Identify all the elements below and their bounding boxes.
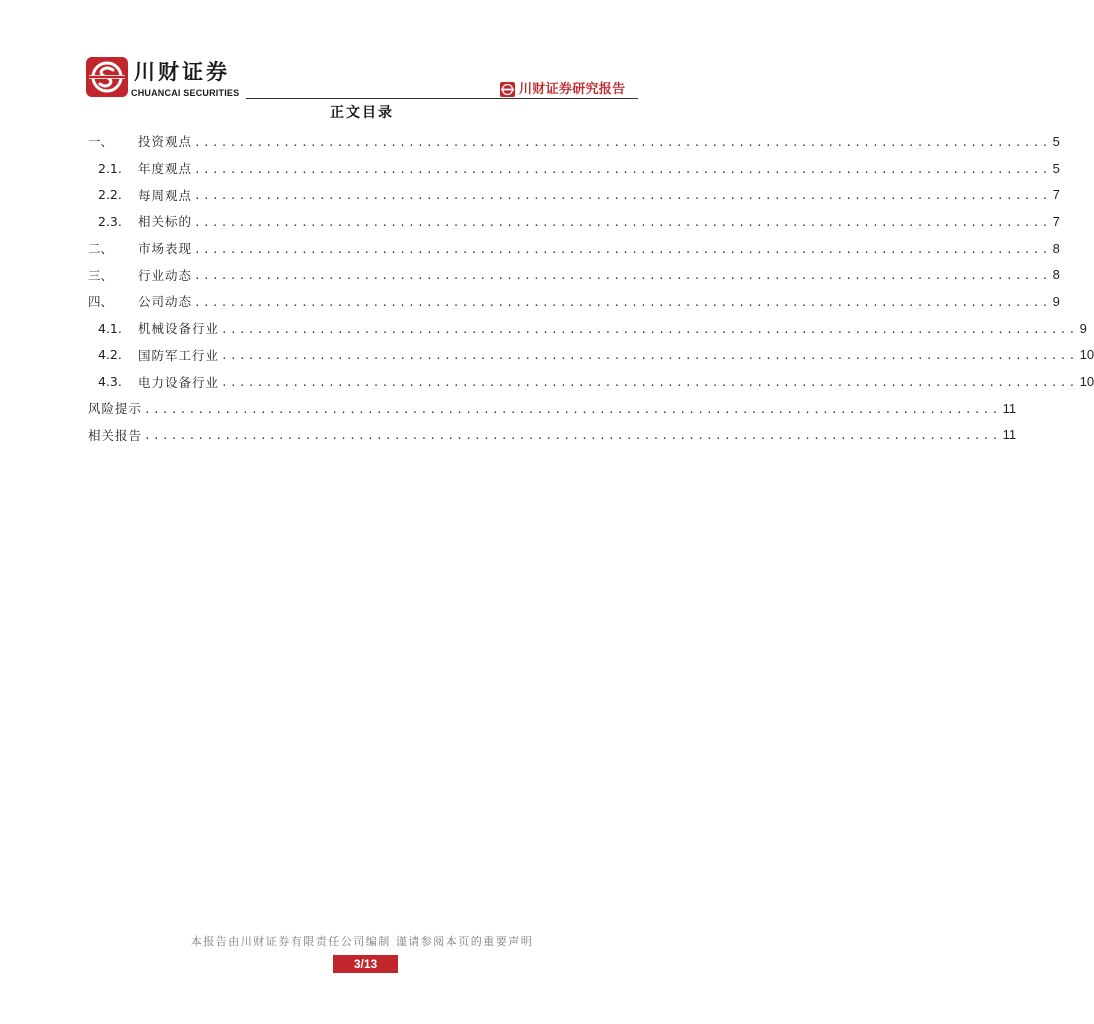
toc-entry-number: 4.3. xyxy=(98,374,122,390)
toc-entry-label: 风险提示 xyxy=(88,401,143,417)
toc-entry-page: 7 xyxy=(1052,213,1060,229)
report-type-text: 川财证券研究报告 xyxy=(519,81,626,97)
report-type-label xyxy=(500,80,625,98)
toc-leader-dots: ................................................................................................ xyxy=(194,295,1051,309)
company-name-en: CHUANCAI SECURITIES xyxy=(131,88,240,98)
toc-entry-page: 8 xyxy=(1052,267,1060,283)
toc-leader-dots: ................................................................................................ xyxy=(144,402,1001,416)
toc-entry-page: 8 xyxy=(1052,240,1060,256)
toc-entry-number: 2.1. xyxy=(98,160,122,176)
toc-entry-label: 市场表现 xyxy=(138,241,193,257)
toc-entry-page: 5 xyxy=(1052,133,1060,149)
toc-leader-dots: ................................................................................................ xyxy=(194,215,1051,229)
toc-entry-page: 11 xyxy=(1002,400,1017,416)
toc-entry[interactable] xyxy=(88,288,1060,315)
toc-entry-label: 行业动态 xyxy=(138,267,193,283)
toc-entry-number: 四、 xyxy=(88,294,114,310)
header-divider xyxy=(246,98,638,99)
toc-entry-number: 一、 xyxy=(88,134,114,150)
toc-leader-dots: ................................................................................................ xyxy=(221,376,1078,390)
toc-entry-number: 2.3. xyxy=(98,213,122,229)
toc-entry[interactable] xyxy=(88,181,1060,208)
toc-entry-label: 相关报告 xyxy=(88,427,143,443)
toc-entry-number: 二、 xyxy=(88,241,114,257)
toc-entry-label: 投资观点 xyxy=(138,134,193,150)
company-name-cn: 川财证券 xyxy=(134,60,230,84)
toc-leader-dots: ................................................................................................ xyxy=(194,189,1051,203)
toc-entry[interactable] xyxy=(88,235,1060,262)
toc-title: 正文目录 xyxy=(330,105,394,121)
toc-entry-number: 4.2. xyxy=(98,347,122,363)
toc-entry-page: 10 xyxy=(1079,374,1094,390)
toc-leader-dots: ................................................................................................ xyxy=(194,269,1051,283)
toc-leader-dots: ................................................................................................ xyxy=(194,162,1051,176)
toc-entry-page: 11 xyxy=(1002,427,1017,443)
toc-leader-dots: ................................................................................................ xyxy=(194,135,1051,149)
toc-entry[interactable] xyxy=(88,155,1060,182)
toc-entry-number: 三、 xyxy=(88,267,114,283)
toc-entry-label: 年度观点 xyxy=(138,161,193,177)
toc-entry[interactable] xyxy=(88,208,1060,235)
toc-entry-number: 2.2. xyxy=(98,187,122,203)
toc-leader-dots: ................................................................................................ xyxy=(221,349,1078,363)
toc-entry-number: 4.1. xyxy=(98,320,122,336)
toc-entry-page: 10 xyxy=(1079,347,1094,363)
toc-entry[interactable] xyxy=(88,128,1060,155)
toc-entry[interactable] xyxy=(88,261,1060,288)
chuancai-logo-icon xyxy=(86,57,128,97)
toc-entry[interactable] xyxy=(88,315,1087,342)
toc-entry-page: 9 xyxy=(1052,293,1060,309)
toc-entry[interactable] xyxy=(88,395,1017,422)
toc-entry-page: 5 xyxy=(1052,160,1060,176)
toc-entry[interactable] xyxy=(88,368,1094,395)
page-number-badge: 3/13 xyxy=(333,955,398,973)
toc-entry-label: 机械设备行业 xyxy=(138,321,220,337)
toc-leader-dots: ................................................................................................ xyxy=(194,242,1051,256)
table-of-contents xyxy=(88,128,1094,448)
toc-leader-dots: ................................................................................................ xyxy=(144,429,1001,443)
toc-entry-page: 9 xyxy=(1079,320,1087,336)
chuancai-mini-logo-icon xyxy=(500,82,515,97)
footer-disclaimer: 本报告由川财证券有限责任公司编制 谨请参阅本页的重要声明 xyxy=(190,935,534,948)
toc-entry-label: 每周观点 xyxy=(138,187,193,203)
toc-entry-label: 国防军工行业 xyxy=(138,347,220,363)
toc-entry-label: 相关标的 xyxy=(138,214,193,230)
toc-entry-label: 电力设备行业 xyxy=(138,374,220,390)
toc-entry[interactable] xyxy=(88,422,1017,449)
toc-entry-label: 公司动态 xyxy=(138,294,193,310)
toc-entry-page: 7 xyxy=(1052,187,1060,203)
toc-entry[interactable] xyxy=(88,342,1094,369)
toc-leader-dots: ................................................................................................ xyxy=(221,322,1078,336)
